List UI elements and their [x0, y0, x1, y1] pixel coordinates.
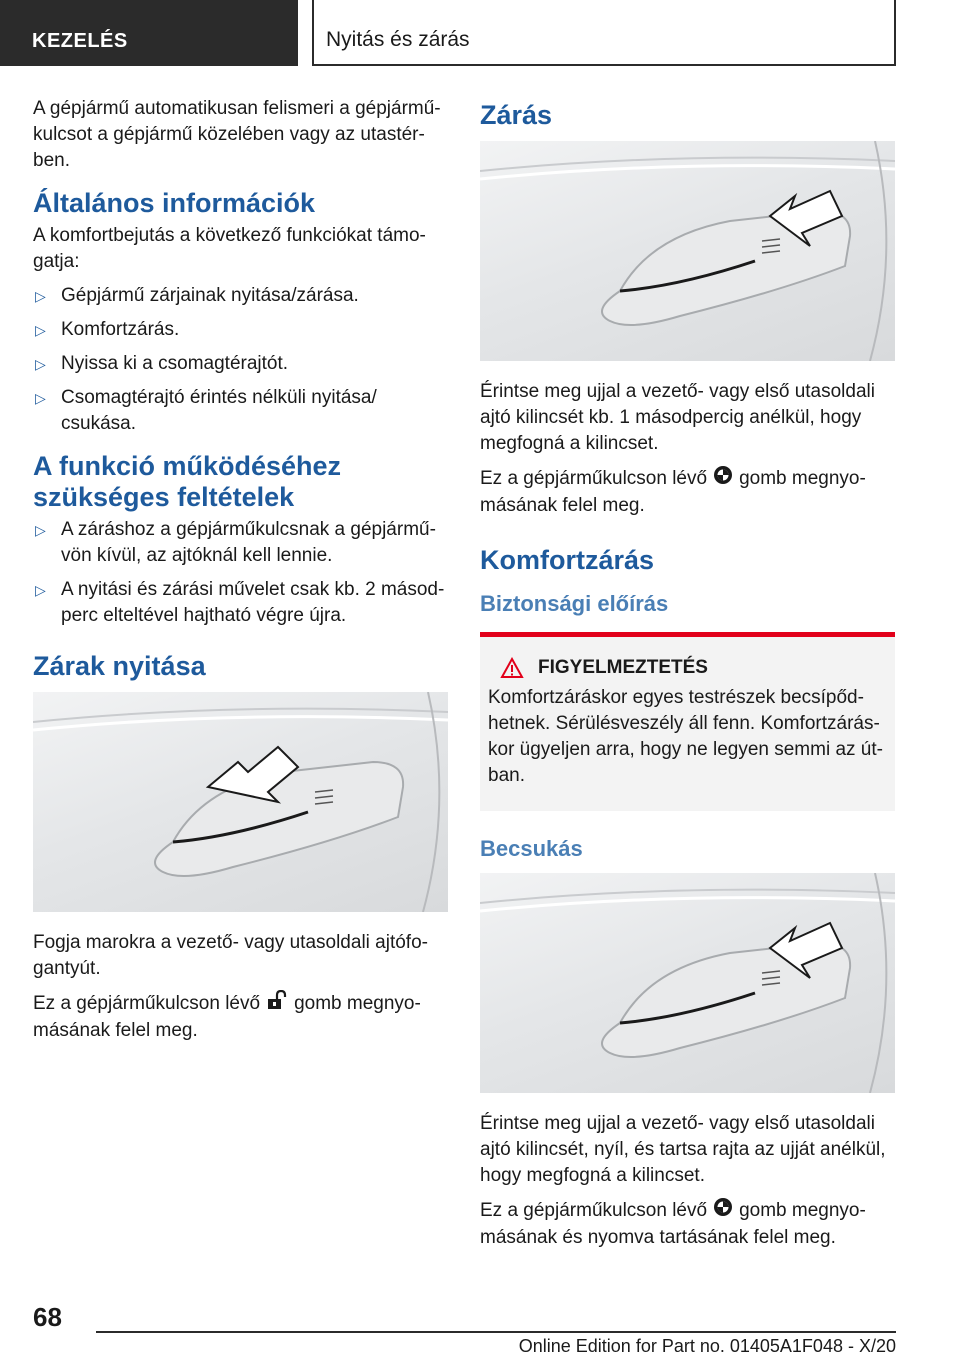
list-item: ▷ Nyissa ki a csomagtérajtót.	[33, 351, 448, 377]
list-item: ▷ A záráshoz a gépjárműkulcsnak a gépjármű-vön kívül, az ajtóknál kell lennie.	[35, 519, 436, 566]
locking-key-text: Ez a gépjárműkulcson lévő gomb megnyo-másának felel meg.	[480, 465, 895, 519]
footer-divider	[96, 1331, 896, 1333]
edition-label: Online Edition for Part no. 01405A1F048 - X/20	[518, 1336, 896, 1356]
unlocking-text: Fogja marokra a vezető- vagy utasoldali ajtófo-gantyút.	[33, 932, 428, 979]
general-text: A komfortbejutás a következő funkciókat támo-gatja:	[33, 225, 426, 272]
list-item: ▷ Csomagtérajtó érintés nélküli nyitása/ csukása.	[35, 387, 377, 434]
bmw-logo-icon	[713, 465, 733, 493]
door-handle-grab-image	[33, 692, 448, 912]
warning-box	[480, 637, 895, 811]
triangle-bullet-icon: ▷	[35, 322, 46, 338]
unlock-key-icon	[266, 990, 288, 1018]
closing-key-text: Ez a gépjárműkulcson lévő gomb megnyo-másának és nyomva tartásának felel meg.	[480, 1197, 895, 1251]
unlocking-key-text: Ez a gépjárműkulcson lévő gomb megnyo-másának felel meg.	[33, 990, 448, 1044]
triangle-bullet-icon: ▷	[35, 288, 46, 304]
section-label: KEZELÉS	[0, 0, 298, 66]
heading-comfort: Komfortzárás	[480, 545, 655, 575]
heading-unlocking: Zárak nyitása	[33, 651, 206, 681]
warning-triangle-icon	[500, 657, 524, 679]
heading-safety: Biztonsági előírás	[480, 591, 669, 616]
triangle-bullet-icon: ▷	[35, 582, 46, 598]
topic-label: Nyitás és zárás	[312, 0, 896, 66]
right-column	[480, 96, 895, 1259]
closing-text: Érintse meg ujjal a vezető- vagy első utasoldali ajtó kilincsét, nyíl, és tartsa rajta az ujját anélkül, hogy megfogná a kilincset.	[480, 1113, 886, 1186]
warning-title: FIGYELMEZTETÉS	[500, 657, 887, 679]
warning-text: Komfortzáráskor egyes testrészek becsípőd-hetnek. Sérülésveszély áll fenn. Komfortzárás-kor ügyeljen arra, hogy ne legyen semmi az út-ban.	[488, 687, 883, 786]
list-item: ▷ A nyitási és zárási művelet csak kb. 2 másod-perc elteltével hajtható végre újra.	[35, 579, 445, 626]
intro-text: A gépjármű automatikusan felismeri a gépjármű-kulcsot a gépjármű közelében vagy az utastér-ben.	[33, 98, 441, 171]
heading-general: Általános információk	[33, 188, 316, 218]
door-handle-touch-image	[480, 141, 895, 361]
page-number: 68	[33, 1302, 62, 1332]
heading-closing: Becsukás	[480, 836, 583, 861]
heading-locking: Zárás	[480, 100, 553, 130]
page-header	[0, 0, 960, 66]
triangle-bullet-icon: ▷	[35, 522, 46, 538]
requirements-list	[33, 517, 448, 629]
left-column	[33, 96, 448, 1052]
list-item: ▷ Komfortzárás.	[33, 317, 448, 343]
triangle-bullet-icon: ▷	[35, 356, 46, 372]
door-handle-hold-image	[480, 873, 895, 1093]
list-item: ▷ Gépjármű zárjainak nyitása/zárása.	[33, 283, 448, 309]
locking-text: Érintse meg ujjal a vezető- vagy első utasoldali ajtó kilincsét kb. 1 másodpercig anélkül, hogy megfogná a kilincset.	[480, 381, 875, 454]
bmw-logo-icon	[713, 1197, 733, 1225]
triangle-bullet-icon: ▷	[35, 390, 46, 406]
heading-requirements: A funkció működéséhez szükséges feltételek	[33, 451, 342, 512]
general-list	[33, 283, 448, 437]
